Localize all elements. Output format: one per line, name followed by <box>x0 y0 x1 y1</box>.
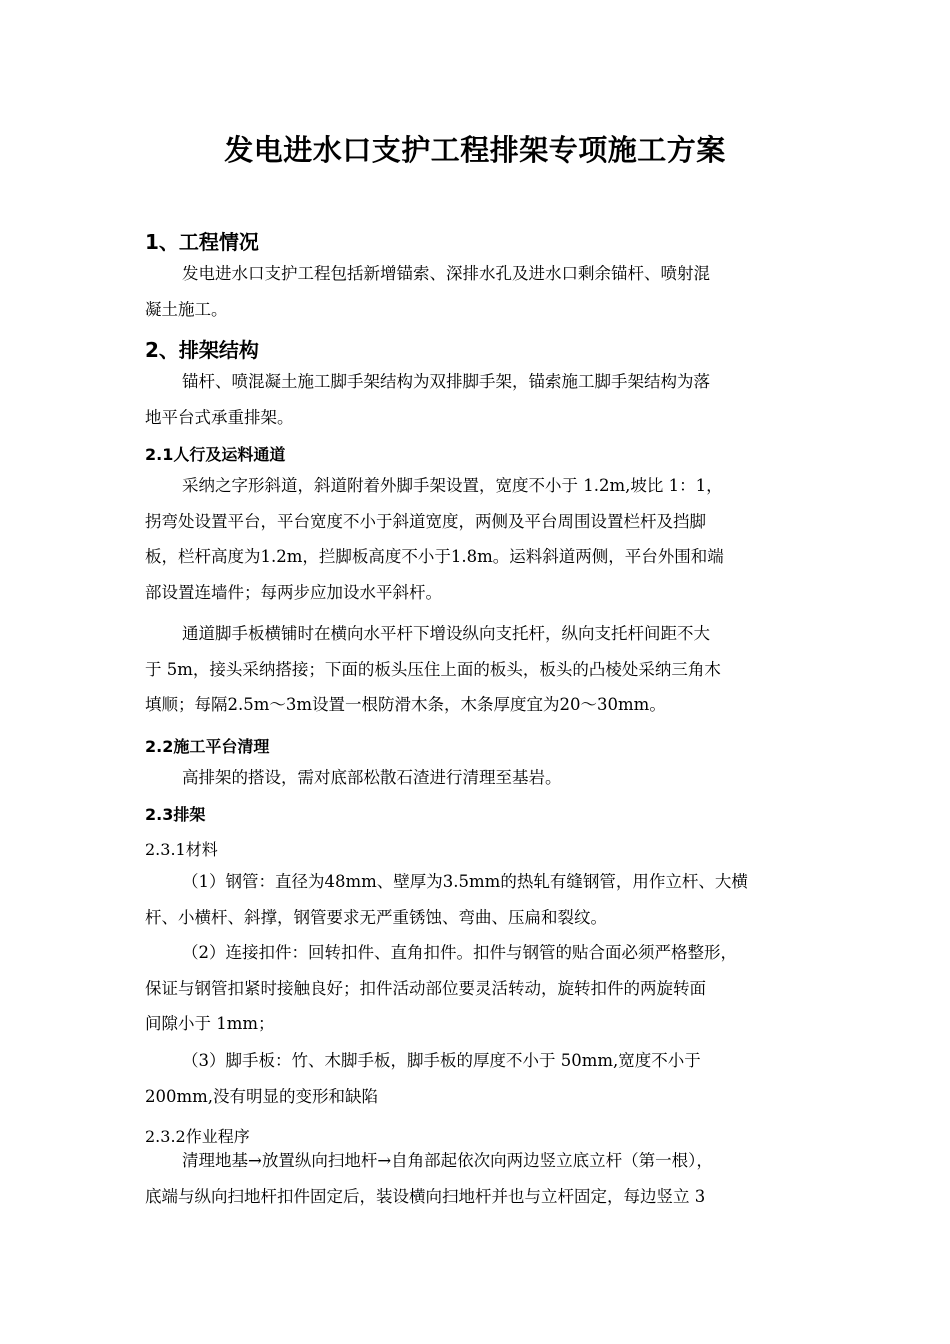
text-line: 发电进水口支护工程包括新增锚索、深排水孔及进水口剩余锚杆、喷射混 <box>182 264 710 283</box>
document-title: 发电进水口支护工程排架专项施工方案 <box>224 133 726 167</box>
section-2-heading: 2、排架结构 <box>145 338 259 362</box>
section-1-paragraph <box>145 256 807 327</box>
text-line: 锚杆、喷混凝土施工脚手架结构为双排脚手架，锚索施工脚手架结构为落 <box>182 372 710 391</box>
text-line: 间隙小于 1mm； <box>145 1014 275 1033</box>
text-line: 拐弯处设置平台，平台宽度不小于斜道宽度，两侧及平台周围设置栏杆及挡脚 <box>145 511 706 531</box>
text-line: 清理地基→放置纵向扫地杆→自角部起依次向两边竖立底立杆（第一根）， <box>182 1151 713 1170</box>
text-line: （2）连接扣件：回转扣件、直角扣件。扣件与钢管的贴合面必须严格整形， <box>182 943 737 962</box>
text-line: 部设置连墙件；每两步应加设水平斜杆。 <box>145 582 442 602</box>
section-2-3-2-heading: 2.3.2作业程序 <box>145 1127 250 1146</box>
text-line: 高排架的搭设，需对底部松散石渣进行清理至基岩。 <box>182 768 562 787</box>
text-line: （3）脚手板：竹、木脚手板，脚手板的厚度不小于 50mm,宽度不小于 <box>182 1051 701 1070</box>
section-2-paragraph <box>145 364 807 435</box>
section-2-2-heading: 2.2施工平台清理 <box>145 737 270 756</box>
text-line: 地平台式承重排架。 <box>145 407 294 427</box>
section-2-3-paragraph-2 <box>145 935 807 1042</box>
text-line: 底端与纵向扫地杆扣件固定后，装设横向扫地杆并也与立杆固定，每边竖立 3 <box>145 1186 706 1206</box>
text-line: 板，栏杆高度为1.2m，拦脚板高度不小于1.8m。运料斜道两侧，平台外围和端 <box>145 547 724 566</box>
text-line: 凝土施工。 <box>145 299 228 319</box>
section-2-3-heading: 2.3排架 <box>145 805 206 824</box>
section-2-3-paragraph-4 <box>145 1143 807 1214</box>
section-2-3-paragraph-1 <box>145 864 807 935</box>
section-2-1-paragraph-1 <box>145 468 807 610</box>
section-2-3-1-heading: 2.3.1材料 <box>145 840 218 859</box>
section-2-3-paragraph-3 <box>145 1043 807 1114</box>
section-2-1-heading: 2.1人行及运料通道 <box>145 445 286 464</box>
section-2-2-paragraph <box>145 760 807 796</box>
text-line: 杆、小横杆、斜撑，钢管要求无严重锈蚀、弯曲、压扁和裂纹。 <box>145 907 607 927</box>
text-line: （1）钢管：直径为48mm、壁厚为3.5mm的热轧有缝钢管，用作立杆、大横 <box>182 872 748 891</box>
text-line: 200mm,没有明显的变形和缺陷 <box>145 1086 379 1106</box>
text-line: 通道脚手板横铺时在横向水平杆下增设纵向支托杆，纵向支托杆间距不大 <box>182 624 710 643</box>
text-line: 采纳之字形斜道，斜道附着外脚手架设置，宽度不小于 1.2m,坡比 1：1， <box>182 476 723 495</box>
text-line: 保证与钢管扣紧时接触良好；扣件活动部位要灵活转动，旋转扣件的两旋转面 <box>145 978 706 998</box>
section-2-1-paragraph-2 <box>145 616 807 723</box>
text-line: 填顺；每隔2.5m～3m设置一根防滑木条，木条厚度宜为20～30mm。 <box>145 695 666 714</box>
text-line: 于 5m，接头采纳搭接；下面的板头压住上面的板头，板头的凸棱处采纳三角木 <box>145 659 721 679</box>
section-1-heading: 1、工程情况 <box>145 230 259 254</box>
